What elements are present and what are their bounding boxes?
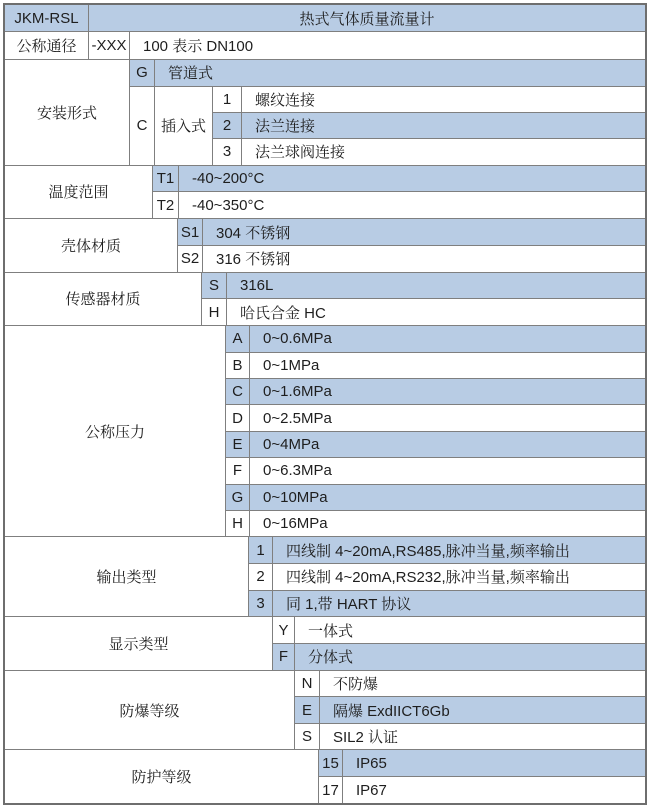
option-code: 2 — [249, 564, 273, 590]
option-desc: 0~6.3MPa — [263, 462, 332, 480]
option-desc: 同 1,带 HART 协议 — [286, 595, 412, 613]
option-desc: IP67 — [356, 781, 387, 799]
section-label: 公称压力 — [5, 326, 226, 536]
option-code: B — [226, 353, 250, 378]
option-row — [295, 671, 645, 698]
section-label: 防护等级 — [5, 750, 319, 803]
option-code: 15 — [319, 750, 343, 776]
option-row — [273, 644, 645, 670]
option-desc: 哈氏合金 HC — [240, 304, 326, 322]
option-row — [153, 166, 645, 193]
option-row — [226, 353, 645, 379]
option-desc: SIL2 认证 — [333, 729, 399, 747]
option-code: 17 — [319, 777, 343, 803]
option-desc: 100 表示 DN100 — [143, 37, 254, 55]
section-label: 显示类型 — [5, 617, 273, 670]
option-row — [319, 777, 645, 803]
section-temperature-range — [5, 166, 645, 220]
option-row — [226, 432, 645, 458]
option-row — [130, 60, 645, 87]
option-desc: IP65 — [356, 754, 387, 772]
option-code: S1 — [178, 219, 203, 245]
option-code: H — [202, 299, 227, 325]
option-desc: 0~1MPa — [263, 356, 320, 374]
option-row — [178, 246, 645, 272]
section-nominal-diameter — [5, 32, 645, 59]
option-row — [89, 32, 645, 58]
section-label: 壳体材质 — [5, 219, 178, 272]
option-code: S — [295, 724, 320, 750]
section-label: 温度范围 — [5, 166, 153, 219]
model-selection-table — [3, 3, 647, 805]
section-sensor-material — [5, 273, 645, 327]
section-housing-material — [5, 219, 645, 273]
option-code: C — [130, 87, 155, 165]
option-row — [213, 87, 645, 113]
model-code: JKM-RSL — [5, 5, 89, 31]
option-code: 1 — [213, 87, 242, 112]
option-desc: 0~4MPa — [263, 435, 320, 453]
option-desc: 一体式 — [308, 622, 354, 640]
section-output-type — [5, 537, 645, 617]
section-label: 防爆等级 — [5, 671, 295, 750]
option-code: 2 — [213, 113, 242, 138]
option-code: E — [226, 432, 250, 457]
option-row — [295, 697, 645, 724]
option-code: A — [226, 326, 250, 351]
option-row — [213, 113, 645, 139]
option-desc: 管道式 — [168, 65, 214, 83]
option-desc: 隔爆 ExdIICT6Gb — [333, 702, 450, 720]
section-label: 传感器材质 — [5, 273, 202, 326]
option-row — [295, 724, 645, 750]
option-code: G — [130, 60, 155, 86]
insertion-group — [130, 87, 645, 165]
section-display-type — [5, 617, 645, 671]
option-row — [249, 537, 645, 564]
option-code: D — [226, 405, 250, 430]
section-label: 输出类型 — [5, 537, 249, 616]
option-desc: 0~16MPa — [263, 515, 328, 533]
option-code: S — [202, 273, 227, 299]
option-desc: 0~2.5MPa — [263, 409, 332, 427]
header-row — [5, 5, 645, 32]
option-row — [273, 617, 645, 644]
section-protection-rating — [5, 750, 645, 803]
option-row — [213, 139, 645, 164]
option-code: N — [295, 671, 320, 697]
option-code: 1 — [249, 537, 273, 563]
option-desc: 分体式 — [308, 649, 354, 667]
option-code: 3 — [213, 139, 242, 164]
option-row — [226, 485, 645, 511]
option-code: E — [295, 697, 320, 723]
option-code: T1 — [153, 166, 179, 192]
option-row — [226, 379, 645, 405]
insertion-type-label: 插入式 — [155, 87, 213, 165]
option-desc: 0~0.6MPa — [263, 330, 332, 348]
section-nominal-pressure — [5, 326, 645, 537]
product-title: 热式气体质量流量计 — [299, 10, 435, 28]
option-row — [153, 192, 645, 218]
section-label: 安装形式 — [5, 60, 130, 165]
option-desc: 0~1.6MPa — [263, 383, 332, 401]
option-code: T2 — [153, 192, 179, 218]
option-code: F — [273, 644, 295, 670]
option-row — [226, 326, 645, 352]
option-desc: 法兰连接 — [255, 118, 316, 136]
option-desc: 304 不锈钢 — [216, 224, 291, 242]
option-desc: 0~10MPa — [263, 488, 328, 506]
option-row — [319, 750, 645, 777]
option-desc: 316L — [240, 277, 274, 295]
option-row — [226, 405, 645, 431]
option-row — [202, 299, 645, 325]
option-code: Y — [273, 617, 295, 643]
option-code: -XXX — [89, 32, 130, 58]
option-code: H — [226, 511, 250, 536]
option-code: 3 — [249, 591, 273, 617]
option-desc: -40~350°C — [192, 196, 265, 214]
option-code: F — [226, 458, 250, 483]
option-desc: 316 不锈钢 — [216, 251, 291, 269]
option-desc: 螺纹连接 — [255, 91, 316, 109]
option-desc: -40~200°C — [192, 169, 265, 187]
option-row — [226, 511, 645, 536]
option-code: C — [226, 379, 250, 404]
option-row — [249, 591, 645, 617]
option-row — [178, 219, 645, 246]
option-desc: 四线制 4~20mA,RS485,脉冲当量,频率输出 — [286, 542, 570, 560]
option-desc: 不防爆 — [333, 675, 379, 693]
option-row — [249, 564, 645, 591]
option-code: G — [226, 485, 250, 510]
option-desc: 法兰球阀连接 — [255, 144, 346, 162]
section-explosion-proof-rating — [5, 671, 645, 751]
option-code: S2 — [178, 246, 203, 272]
option-row — [226, 458, 645, 484]
option-desc: 四线制 4~20mA,RS232,脉冲当量,频率输出 — [286, 569, 570, 587]
option-row — [202, 273, 645, 300]
section-installation-type — [5, 60, 645, 166]
section-label: 公称通径 — [5, 32, 89, 58]
